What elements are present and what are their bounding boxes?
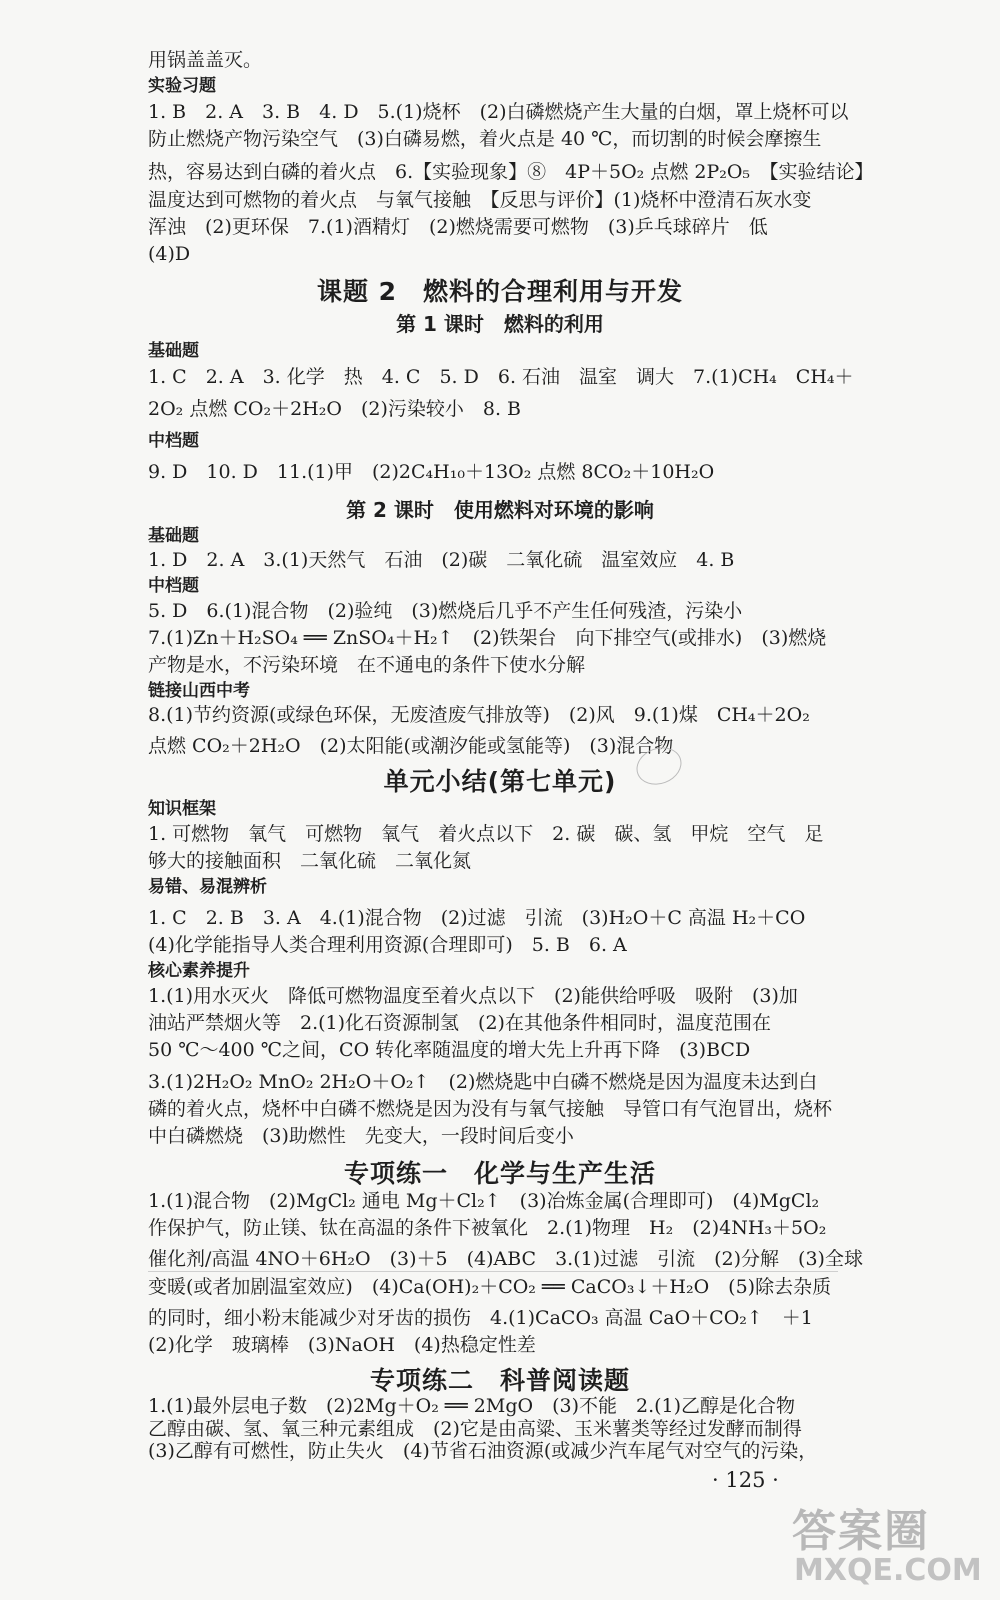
watermark-text: 答案圈 xyxy=(792,1506,930,1557)
text-line: 1.(1)最外层电子数 (2)2Mg＋O₂ ══ 2MgO (3)不能 2.(1)乙醇是化合物 xyxy=(148,1395,796,1417)
text-line: (4)D xyxy=(148,243,191,266)
practice-heading: 专项练一 化学与生产生活 xyxy=(343,1158,656,1188)
unit-summary-heading: 单元小结(第七单元) xyxy=(383,766,617,796)
text-line: 1. D 2. A 3.(1)天然气 石油 (2)碳 二氧化硫 温室效应 4. B xyxy=(148,549,735,572)
text-line: 1. C 2. B 3. A 4.(1)混合物 (2)过滤 引流 (3)H₂O＋C 高温 H₂＋CO xyxy=(148,907,806,930)
lesson-heading: 课题 2 燃料的合理利用与开发 xyxy=(316,277,684,307)
text-line: 温度达到可燃物的着火点 与氧气接触 【反思与评价】(1)烧杯中澄清石灰水变 xyxy=(148,188,812,211)
practice-heading: 专项练二 科普阅读题 xyxy=(369,1365,630,1395)
watermark-logo xyxy=(792,1495,992,1595)
text-line: (3)乙醇有可燃性，防止失火 (4)节省石油资源(或减少汽车尾气对空气的污染， xyxy=(148,1440,818,1462)
text-line: (4)化学能指导人类合理利用资源(合理即可) 5. B 6. A xyxy=(148,934,627,957)
text-line: 浑浊 (2)更环保 7.(1)酒精灯 (2)燃烧需要可燃物 (3)乒乓球碎片 低 xyxy=(148,216,768,239)
text-line: 8.(1)节约资源(或绿色环保，无废渣废气排放等) (2)风 9.(1)煤 CH₄＋2O₂ xyxy=(148,704,810,726)
text-line: 2O₂ 点燃 CO₂＋2H₂O (2)污染较小 8. B xyxy=(148,398,521,421)
text-line: 5. D 6.(1)混合物 (2)验纯 (3)燃烧后几乎不产生任何残渣，污染小 xyxy=(148,599,743,622)
text-line: 1.(1)混合物 (2)MgCl₂ 通电 Mg＋Cl₂↑ (3)冶炼金属(合理即可) (4)MgCl₂ xyxy=(148,1189,820,1212)
text-line: 7.(1)Zn＋H₂SO₄ ══ ZnSO₄＋H₂↑ (2)铁架台 向下排空气(或排水) (3)燃烧 xyxy=(148,626,827,649)
text-line: 热，容易达到白磷的着火点 6.【实验现象】⑧ 4P＋5O₂ 点燃 2P₂O₅ 【实验结论】 xyxy=(148,160,874,183)
section-label: 实验习题 xyxy=(148,76,216,96)
divider-line xyxy=(148,1271,838,1272)
section-label: 中档题 xyxy=(148,430,199,451)
text-line: 够大的接触面积 二氧化硫 二氧化氮 xyxy=(148,849,472,872)
text-line: 产物是水，不污染环境 在不通电的条件下使水分解 xyxy=(148,653,586,676)
section-label: 基础题 xyxy=(148,525,199,546)
class-heading: 第 2 课时 使用燃料对环境的影响 xyxy=(346,497,654,522)
watermark-url: MXQE.COM xyxy=(794,1553,982,1588)
section-label: 基础题 xyxy=(148,340,199,361)
text-line: 1.(1)用水灭火 降低可燃物温度至着火点以下 (2)能供给呼吸 吸附 (3)加 xyxy=(148,984,798,1007)
text-line: (2)化学 玻璃棒 (3)NaOH (4)热稳定性差 xyxy=(148,1333,536,1356)
text-line: 的同时，细小粉末能减少对牙齿的损伤 4.(1)CaCO₃ 高温 CaO＋CO₂↑ ＋1 xyxy=(148,1306,813,1329)
text-line: 1. B 2. A 3. B 4. D 5.(1)烧杯 (2)白磷燃烧产生大量的白烟，罩上烧杯可以 xyxy=(148,101,849,124)
text-line: 1. 可燃物 氧气 可燃物 氧气 着火点以下 2. 碳 碳、氢 甲烷 空气 足 xyxy=(148,822,824,845)
text-line: 乙醇由碳、氢、氧三种元素组成 (2)它是由高粱、玉米薯类等经过发酵而制得 xyxy=(148,1418,802,1441)
text-line: 50 ℃～400 ℃之间，CO 转化率随温度的增大先上升再下降 (3)BCD xyxy=(148,1038,751,1061)
section-label: 链接山西中考 xyxy=(148,680,250,701)
section-label: 易错、易混辨析 xyxy=(148,876,267,897)
class-heading: 第 1 课时 燃料的利用 xyxy=(396,312,604,337)
text-line: 1. C 2. A 3. 化学 热 4. C 5. D 6. 石油 温室 调大 7.(1)CH₄ CH₄＋ xyxy=(148,365,854,388)
text-line: 变暖(或者加剧温室效应) (4)Ca(OH)₂＋CO₂ ══ CaCO₃↓＋H₂O (5)除去杂质 xyxy=(148,1276,832,1299)
text-line: 磷的着火点，烧杯中白磷不燃烧是因为没有与氧气接触 导管口有气泡冒出，烧杯 xyxy=(148,1098,833,1121)
text-line: 防止燃烧产物污染空气 (3)白磷易燃，着火点是 40 ℃，而切割的时候会摩擦生 xyxy=(148,128,822,151)
text-line: 催化剂/高温 4NO＋6H₂O (3)＋5 (4)ABC 3.(1)过滤 引流 (2)分解 (3)全球 xyxy=(148,1247,863,1270)
text-line: 3.(1)2H₂O₂ MnO₂ 2H₂O＋O₂↑ (2)燃烧匙中白磷不燃烧是因为温度未达到白 xyxy=(148,1071,818,1094)
text-line: 9. D 10. D 11.(1)甲 (2)2C₄H₁₀＋13O₂ 点燃 8CO₂＋10H₂O xyxy=(148,461,715,484)
section-label: 核心素养提升 xyxy=(148,961,250,982)
text-line: 用锅盖盖灭。 xyxy=(148,49,263,71)
text-line: 作保护气，防止镁、钛在高温的条件下被氧化 2.(1)物理 H₂ (2)4NH₃＋5O₂ xyxy=(148,1216,827,1239)
section-label: 中档题 xyxy=(148,576,199,597)
text-line: 点燃 CO₂＋2H₂O (2)太阳能(或潮汐能或氢能等) (3)混合物 xyxy=(148,734,674,757)
page-number: · 125 · xyxy=(712,1468,779,1492)
text-line: 油站严禁烟火等 2.(1)化石资源制氢 (2)在其他条件相同时，温度范围在 xyxy=(148,1011,771,1034)
section-label: 知识框架 xyxy=(148,799,216,820)
text-line: 中白磷燃烧 (3)助燃性 先变大，一段时间后变小 xyxy=(148,1125,574,1148)
